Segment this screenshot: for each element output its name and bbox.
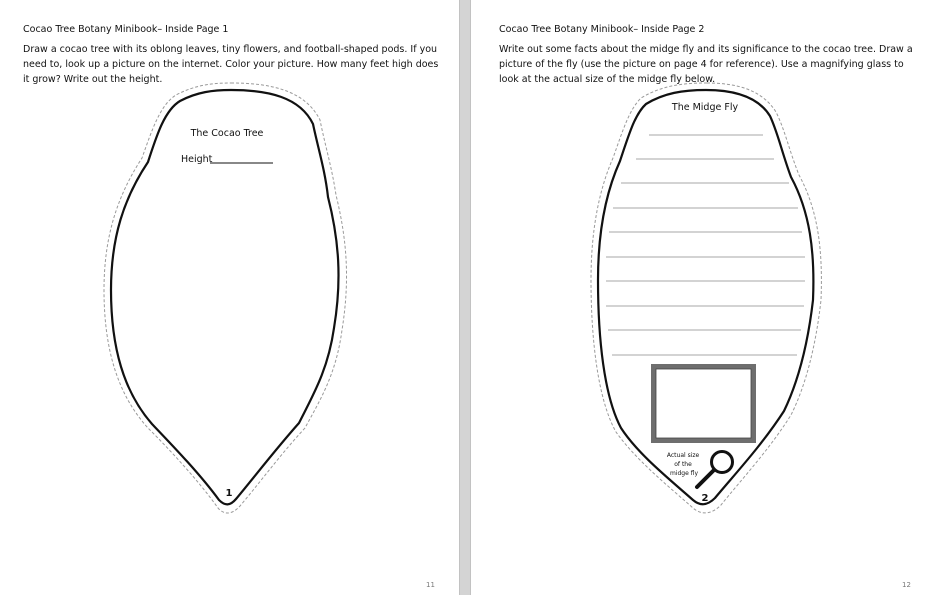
height-label: Height xyxy=(181,154,213,165)
page-instructions: Draw a cocao tree with its oblong leaves, tiny flowers, and football-shaped pods. If you need to, look up a picture on the internet. Color your picture. How many feet high does it grow? Write out the height. xyxy=(23,44,439,85)
minibook-page-number: 1 xyxy=(225,488,233,499)
minibook-page-number: 2 xyxy=(701,493,709,504)
page-heading: Cocao Tree Botany Minibook– Inside Page 2 xyxy=(499,24,705,35)
right-page xyxy=(471,0,934,595)
midge-fly-leaf-shape xyxy=(471,0,934,595)
caption-line: of the xyxy=(674,461,692,468)
leaf-title: The Midge Fly xyxy=(671,102,739,113)
left-page xyxy=(0,0,459,595)
cocao-leaf-shape xyxy=(0,0,459,595)
caption-line: midge fly xyxy=(669,470,699,477)
page-heading: Cocao Tree Botany Minibook– Inside Page 1 xyxy=(23,24,229,35)
leaf-outline xyxy=(111,90,339,504)
page-instructions: Write out some facts about the midge fly and its significance to the cocao tree. Draw a picture of the fly (use the picture on page 4 for reference). Use a magnifying glass to look at the actual size of the midge fly below. xyxy=(499,44,913,85)
page-number: 12 xyxy=(902,581,911,589)
page-divider xyxy=(459,0,471,595)
caption-line: Actual size xyxy=(666,452,700,459)
drawing-box[interactable] xyxy=(651,364,756,443)
page-number: 11 xyxy=(426,581,435,589)
leaf-title: The Cocao Tree xyxy=(190,128,264,139)
